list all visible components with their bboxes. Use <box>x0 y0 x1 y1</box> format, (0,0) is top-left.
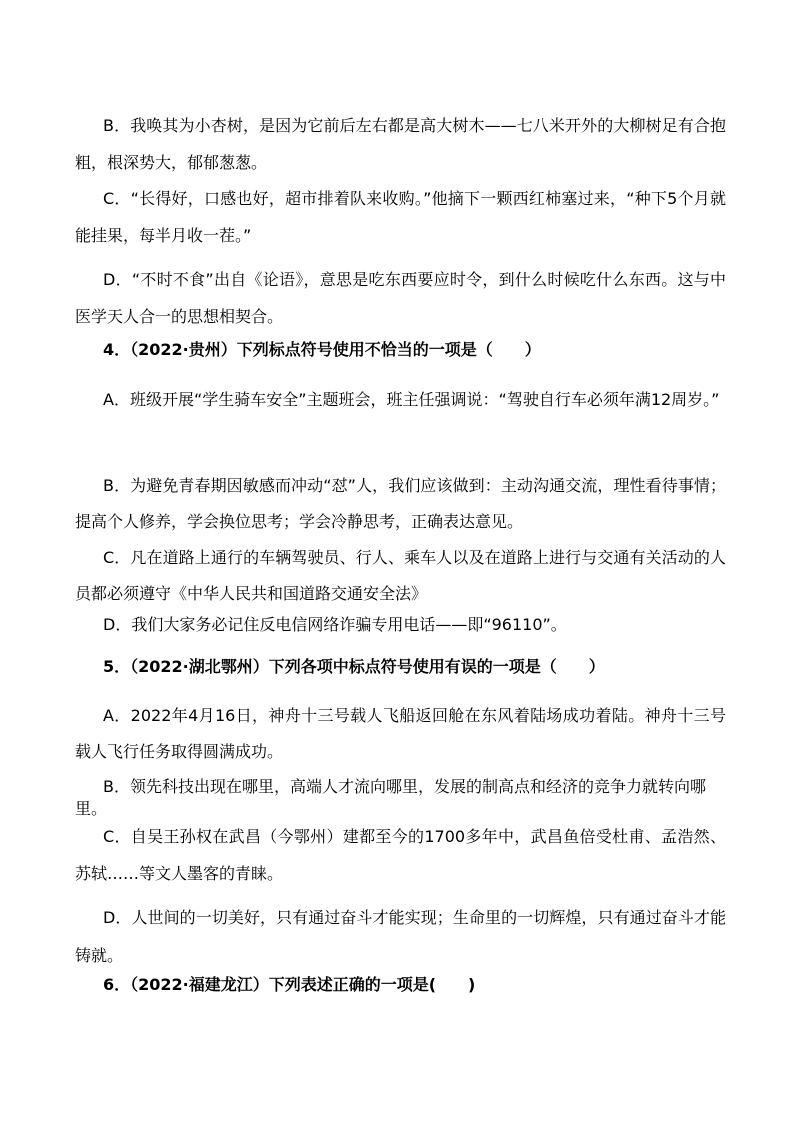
q4-option-c: C．凡在道路上通行的车辆驾驶员、行人、乘车人以及在道路上进行与交通有关活动的人员都必须遵守《中华人民共和国道路交通安全法》 <box>75 548 726 603</box>
q5-option-d: D．人世间的一切美好，只有通过奋斗才能实现；生命里的一切辉煌，只有通过奋斗才能铸就。 <box>75 908 726 965</box>
q5-title: 5．（2022·湖北鄂州）下列各项中标点符号使用有误的一项是（ ） <box>103 657 605 676</box>
q3-option-c: C．“长得好，口感也好，超市排着队来收购。”他摘下一颗西红柿塞过来，“种下5个月就能挂果，每半月收一茬。” <box>75 189 726 245</box>
q3-option-b: B．我唤其为小杏树，是因为它前后左右都是高大树木——七八米开外的大柳树足有合抱粗，根深势大，郁郁葱葱。 <box>75 116 726 172</box>
q3-option-d: D．“不时不食”出自《论语》，意思是吃东西要应时令，到什么时候吃什么东西。这与中医学天人合一的思想相契合。 <box>75 270 726 326</box>
q4-option-b: B．为避免青春期因敏感而冲动“怼”人，我们应该做到：主动沟通交流，理性看待事情；提高个人修养，学会换位思考；学会冷静思考，正确表达意见。 <box>75 476 726 531</box>
q6-title: 6．（2022·福建龙江）下列表述正确的一项是( ) <box>103 975 476 994</box>
q4-option-d: D．我们大家务必记住反电信网络诈骗专用电话——即“96110”。 <box>103 615 567 634</box>
q4-option-a: A．班级开展“学生骑车安全”主题班会，班主任强调说：“驾驶自行车必须年满12周岁。” <box>103 390 720 409</box>
q5-option-a: A．2022年4月16日，神舟十三号载人飞船返回舱在东风着陆场成功着陆。神舟十三号载人飞行任务取得圆满成功。 <box>75 706 726 761</box>
q4-title: 4．（2022·贵州）下列标点符号使用不恰当的一项是（ ） <box>103 340 541 359</box>
q5-option-c: C．自吴王孙权在武昌（今鄂州）建都至今的1700多年中，武昌鱼倍受杜甫、孟浩然、苏轼……等文人墨客的青睐。 <box>75 827 726 883</box>
q5-option-b: B．领先科技出现在哪里，高端人才流向哪里，发展的制高点和经济的竞争力就转向哪里。 <box>75 777 706 818</box>
